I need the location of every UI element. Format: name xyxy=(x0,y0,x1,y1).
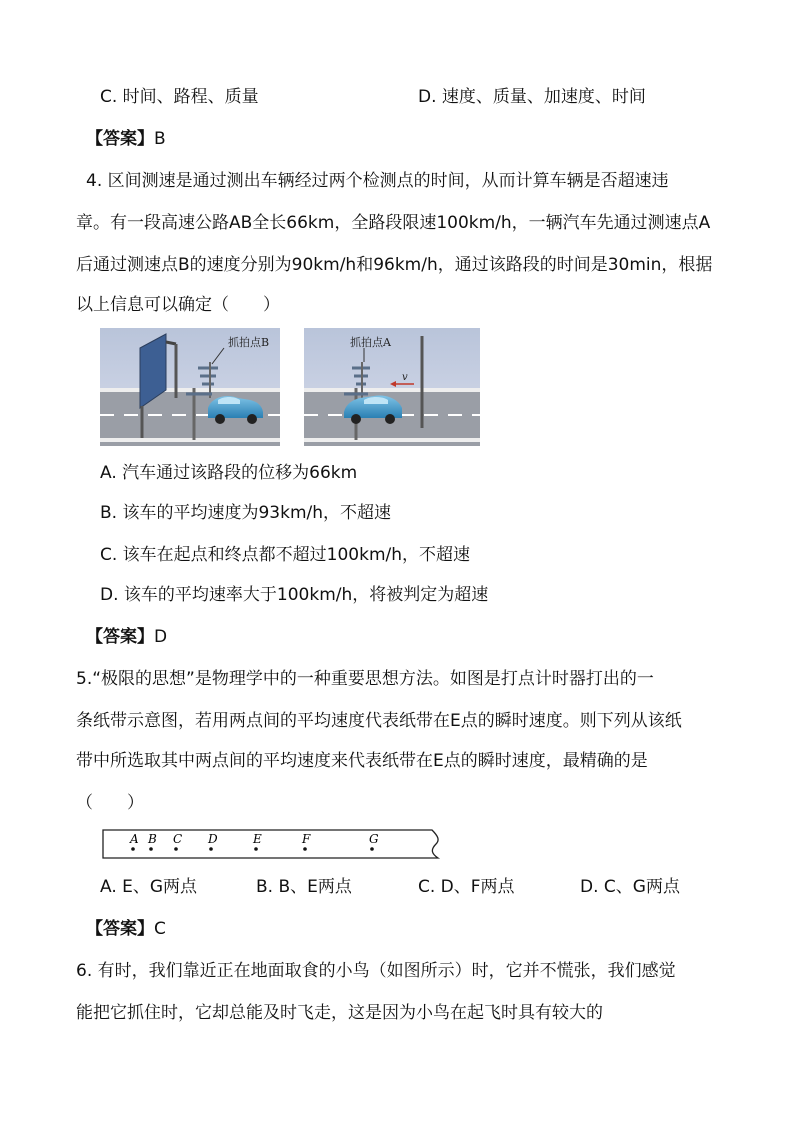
tape-point-label-a: A xyxy=(130,832,139,846)
tape-point-label-f: F xyxy=(302,832,311,846)
tape-point-dot-e xyxy=(254,847,258,851)
tape-point-dot-a xyxy=(131,847,135,851)
q4-stem-line-3: 后通过测速点B的速度分别为90km/h和96km/h，通过该路段的时间是30min，根据 xyxy=(76,255,713,275)
checkpoint-a-label: 抓拍点A xyxy=(350,336,391,349)
q3-option-d: D. 速度、质量、加速度、时间 xyxy=(418,87,646,107)
q4-option-d: D. 该车的平均速率大于100km/h，将被判定为超速 xyxy=(100,585,489,605)
q5-stem-line-2: 条纸带示意图，若用两点间的平均速度代表纸带在E点的瞬时速度。则下列从该纸 xyxy=(76,711,682,731)
q4-stem-line-4: 以上信息可以确定（ ） xyxy=(76,295,280,315)
answer-value: B xyxy=(154,129,166,149)
q6-stem-line-1: 6. 有时，我们靠近正在地面取食的小鸟（如图所示）时，它并不慌张，我们感觉 xyxy=(76,961,676,981)
checkpoint-b-label: 抓拍点B xyxy=(228,336,270,349)
q4-option-c: C. 该车在起点和终点都不超过100km/h，不超速 xyxy=(100,545,471,565)
q5-option-a: A. E、G两点 xyxy=(100,877,198,897)
answer-label: 【答案】 xyxy=(86,919,154,939)
q5-option-b: B. B、E两点 xyxy=(256,877,352,897)
q4-option-a: A. 汽车通过该路段的位移为66km xyxy=(100,463,358,483)
answer-value: C xyxy=(154,919,166,939)
tape-point-label-b: B xyxy=(148,832,157,846)
q3-option-c: C. 时间、路程、质量 xyxy=(100,87,259,107)
q3-answer xyxy=(86,128,166,150)
answer-label: 【答案】 xyxy=(86,129,154,149)
q6-stem-line-2: 能把它抓住时，它却总能及时飞走，这是因为小鸟在起飞时具有较大的 xyxy=(76,1003,603,1023)
q4-option-b: B. 该车的平均速度为93km/h，不超速 xyxy=(100,503,392,523)
velocity-label: v xyxy=(402,372,408,383)
tape-point-label-d: D xyxy=(208,832,218,846)
q5-option-c: C. D、F两点 xyxy=(418,877,515,897)
q4-figure-checkpoint-b xyxy=(100,328,280,446)
q5-stem-line-4: （ ） xyxy=(76,793,144,813)
answer-value: D xyxy=(154,627,168,647)
tape-point-dot-c xyxy=(174,847,178,851)
tape-point-label-e: E xyxy=(253,832,262,846)
tape-point-dot-d xyxy=(209,847,213,851)
tape-point-label-c: C xyxy=(173,832,183,846)
q5-option-d: D. C、G两点 xyxy=(580,877,680,897)
q4-figure-checkpoint-a xyxy=(304,328,480,446)
tape-point-dot-f xyxy=(303,847,307,851)
q4-stem-line-1: 4. 区间测速是通过测出车辆经过两个检测点的时间，从而计算车辆是否超速违 xyxy=(86,171,669,191)
q5-stem-line-1: 5.“极限的思想”是物理学中的一种重要思想方法。如图是打点计时器打出的一 xyxy=(76,669,654,689)
q4-answer xyxy=(86,626,167,648)
answer-label: 【答案】 xyxy=(86,627,154,647)
q4-stem-line-2: 章。有一段高速公路AB全长66km，全路段限速100km/h，一辆汽车先通过测速点A xyxy=(76,213,711,233)
q5-stem-line-3: 带中所选取其中两点间的平均速度来代表纸带在E点的瞬时速度，最精确的是 xyxy=(76,751,648,771)
q5-tape-figure xyxy=(100,826,445,862)
tape-point-dot-g xyxy=(370,847,374,851)
q5-answer xyxy=(86,918,166,940)
tape-point-label-g: G xyxy=(369,832,379,846)
tape-point-dot-b xyxy=(149,847,153,851)
